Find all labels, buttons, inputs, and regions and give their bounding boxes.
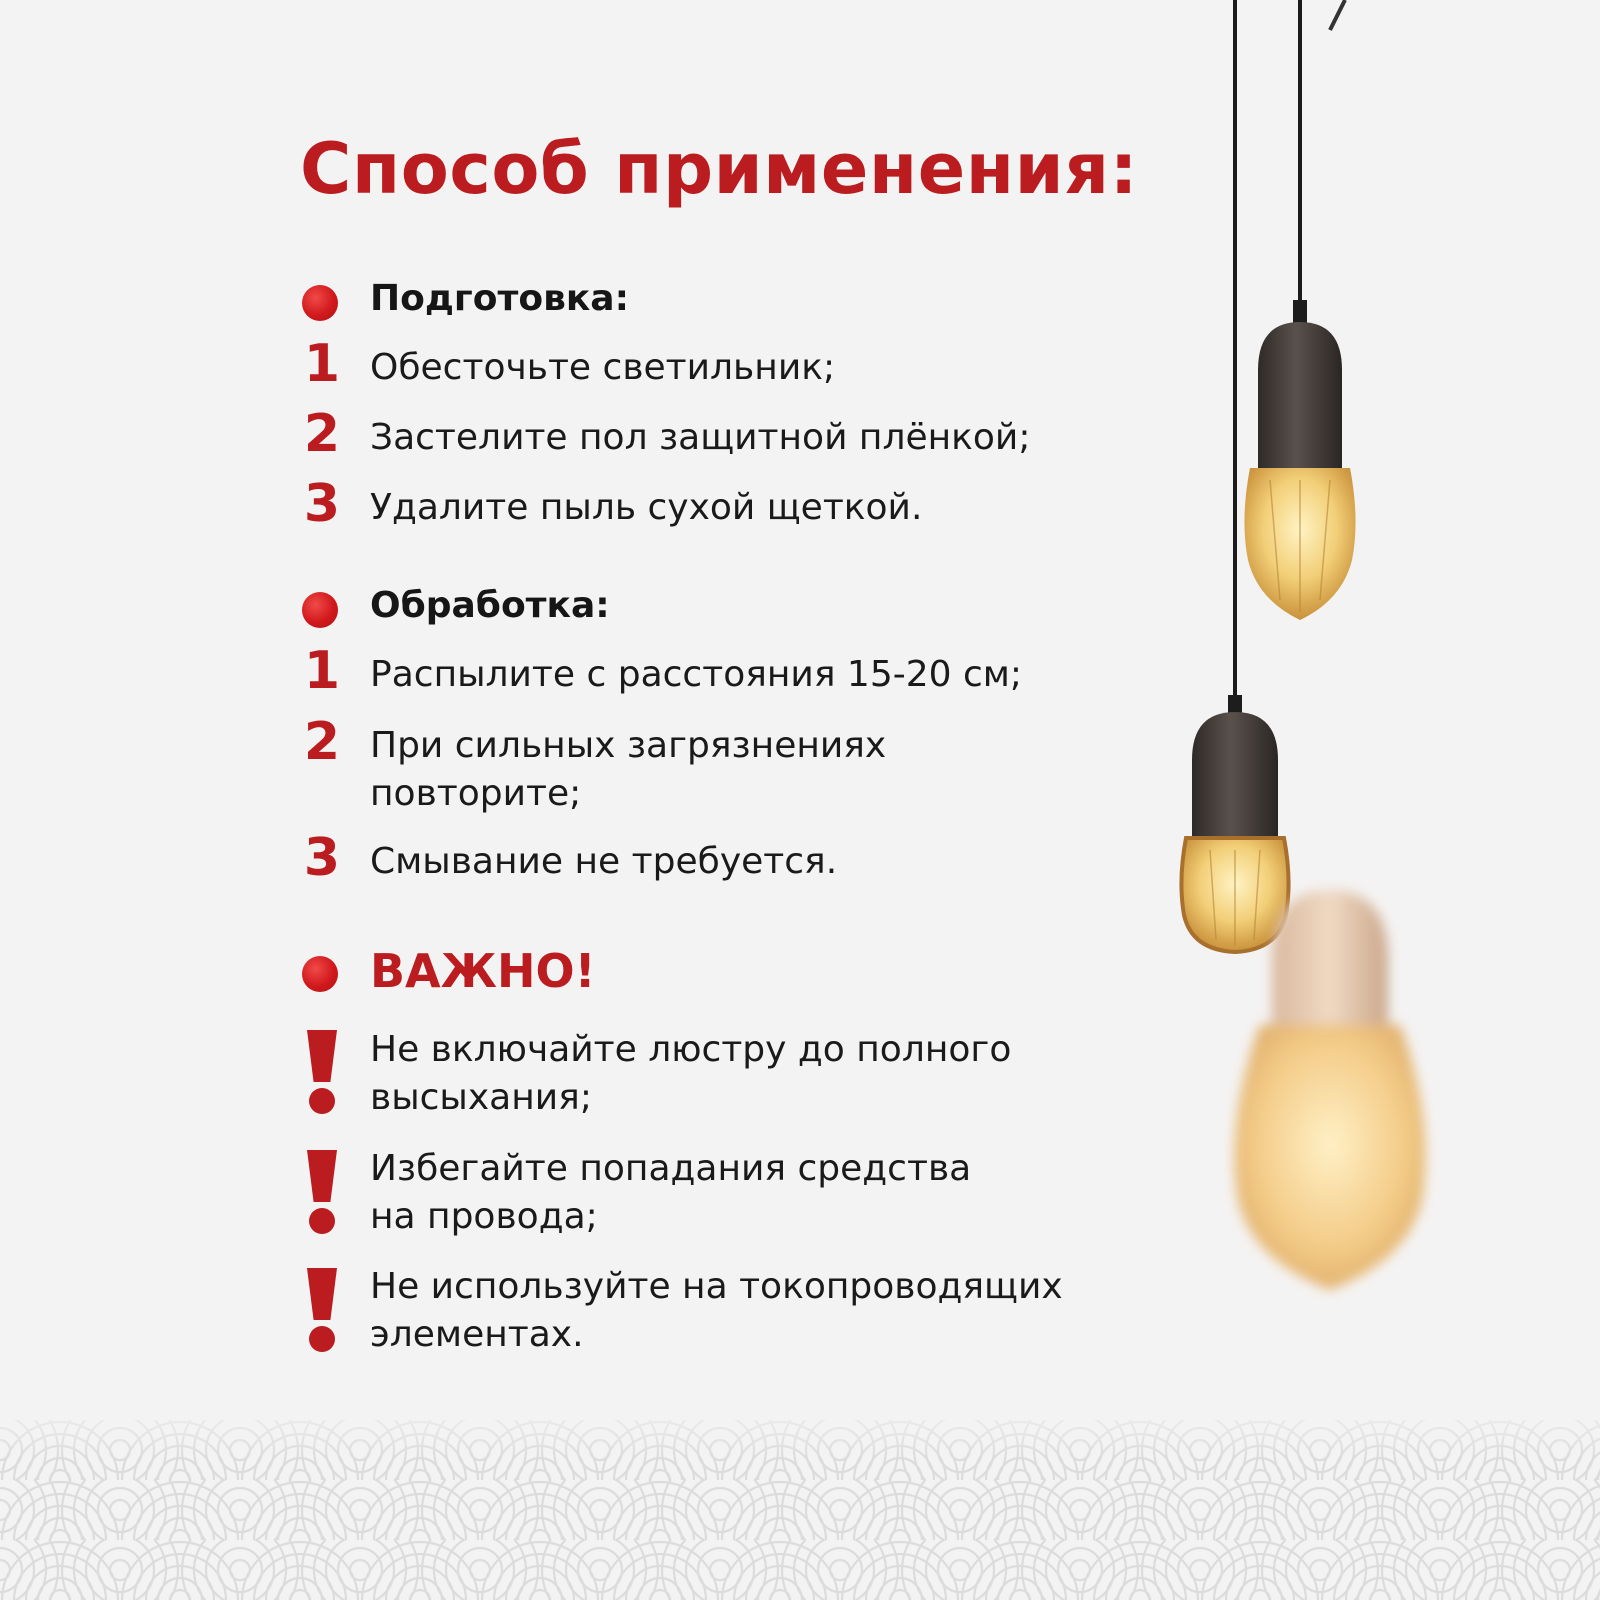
section-heading-important: ВАЖНО! [370, 944, 596, 998]
section-heading: Подготовка: [370, 278, 629, 319]
pendant-lamps-illustration [1150, 0, 1600, 1420]
step-text: Застелите пол защитной плёнкой; [370, 417, 1031, 458]
step-number: 2 [303, 712, 341, 772]
warning-text: Избегайте попадания средства на провода; [370, 1148, 972, 1237]
step-number: 1 [303, 334, 341, 394]
section-bullet-icon [302, 956, 338, 992]
step-text: Обесточьте светильник; [370, 347, 836, 388]
exclamation-icon [303, 1268, 341, 1348]
step-text: Распылите с расстояния 15-20 см; [370, 654, 1023, 695]
step-number: 1 [303, 641, 341, 701]
warning-text: Не включайте люстру до полного высыхания; [370, 1029, 1012, 1118]
section-heading: Обработка: [370, 585, 610, 626]
page-title: Способ применения: [300, 128, 1139, 210]
step-number: 3 [303, 474, 341, 534]
step-number: 3 [303, 828, 341, 888]
exclamation-icon [303, 1150, 341, 1230]
step-text: При сильных загрязнениях повторите; [370, 725, 887, 814]
exclamation-icon [303, 1030, 341, 1110]
step-text: Удалите пыль сухой щеткой. [370, 487, 923, 528]
section-bullet-icon [302, 592, 338, 628]
step-number: 2 [303, 404, 341, 464]
section-bullet-icon [302, 285, 338, 321]
warning-text: Не используйте на токопроводящих элементах. [370, 1266, 1063, 1355]
step-text: Смывание не требуется. [370, 841, 838, 882]
wave-pattern-decoration [0, 1420, 1600, 1600]
